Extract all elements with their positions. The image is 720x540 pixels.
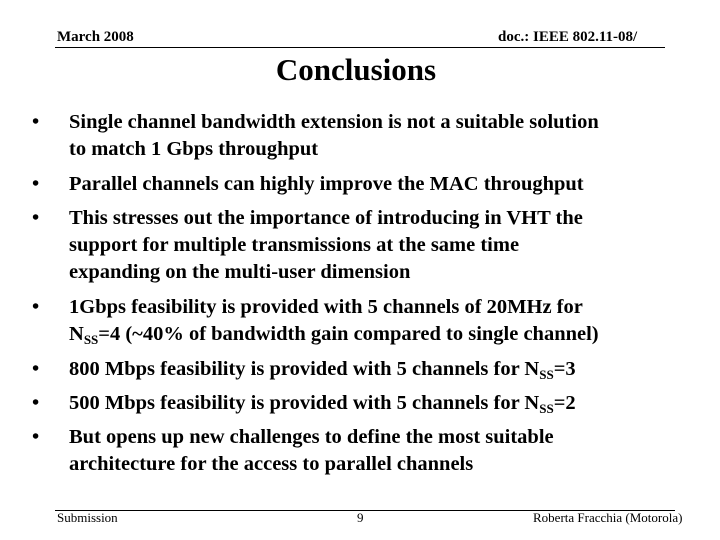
bullet-text: support for multiple transmissions at the same time [69,234,520,256]
bullet-item-7 [32,424,700,478]
bullet-marker: • [32,207,40,229]
bullet-marker: • [32,392,40,414]
bullet-item-4 [32,294,700,348]
footer-author: Roberta Fracchia (Motorola) [533,510,683,525]
bullet-text: 800 Mbps feasibility is provided with 5 channels for N [69,358,540,380]
bullet-text-line [69,390,700,417]
bullet-text: to match 1 Gbps throughput [69,138,319,160]
bullet-text: But opens up new challenges to define the most suitable [69,426,554,448]
subscript-ss: SS [539,367,554,382]
bullet-text-line [69,356,700,383]
slide-title: Conclusions [275,52,437,87]
bullet-marker: • [32,111,40,133]
bullet-text-rest: =3 [553,358,576,380]
bullet-text: 1Gbps feasibility is provided with 5 channels of 20MHz for [69,296,583,318]
header-rule [55,47,665,48]
bullet-item-3 [32,205,700,286]
bullet-marker: • [32,426,40,448]
bullet-text: This stresses out the importance of introducing in VHT the [69,207,583,229]
header-date: March 2008 [57,29,134,45]
header-doc-id: doc.: IEEE 802.11-08/ [498,29,638,45]
bullet-list [32,109,700,486]
bullet-text-rest: =2 [553,392,576,414]
bullet-item-1 [32,109,700,163]
bullet-text: 500 Mbps feasibility is provided with 5 channels for N [69,392,540,414]
bullet-text-rest: =4 (~40% of bandwidth gain compared to single channel) [98,323,599,345]
bullet-item-5 [32,356,700,383]
footer-submission: Submission [57,510,118,525]
subscript-ss: SS [539,401,554,416]
variable-n: N [69,323,84,345]
subscript-ss: SS [83,332,99,347]
bullet-text-line [69,321,700,348]
bullet-text: expanding on the multi-user dimension [69,261,411,283]
bullet-text: architecture for the access to parallel channels [69,453,474,475]
footer-page-number: 9 [357,510,364,525]
bullet-item-6 [32,390,700,417]
bullet-marker: • [32,358,40,380]
bullet-text: Parallel channels can highly improve the MAC throughput [69,173,584,195]
bullet-marker: • [32,296,40,318]
bullet-marker: • [32,173,40,195]
bullet-text: Single channel bandwidth extension is not a suitable solution [69,111,599,133]
bullet-item-2 [32,171,700,198]
